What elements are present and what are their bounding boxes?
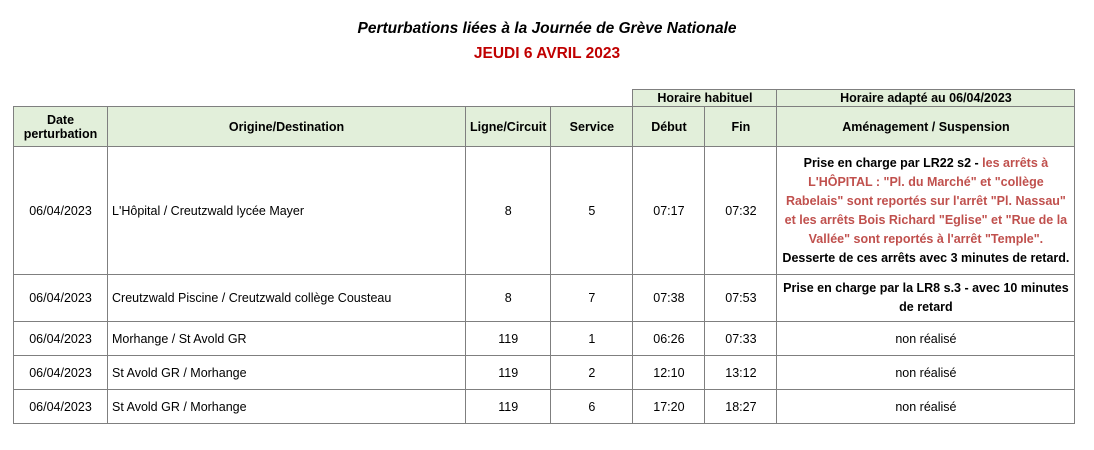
cell-end: 07:53 xyxy=(705,275,777,322)
col-header-service: Service xyxy=(551,107,633,147)
group-header-adapte: Horaire adapté au 06/04/2023 xyxy=(777,90,1075,107)
cell-line: 119 xyxy=(466,322,551,356)
table-row xyxy=(14,147,1075,275)
cell-line: 119 xyxy=(466,390,551,424)
cell-date: 06/04/2023 xyxy=(14,356,108,390)
cell-amenagement: non réalisé xyxy=(777,356,1075,390)
amenagement-tail-text: Desserte de ces arrêts avec 3 minutes de retard. xyxy=(782,250,1070,265)
amenagement-lead-text: Prise en charge par LR22 s2 - xyxy=(803,155,983,170)
col-header-end: Fin xyxy=(705,107,777,147)
cell-date: 06/04/2023 xyxy=(14,147,108,275)
col-header-amenagement: Aménagement / Suspension xyxy=(777,107,1075,147)
cell-service: 7 xyxy=(551,275,633,322)
cell-line: 119 xyxy=(466,356,551,390)
cell-line: 8 xyxy=(466,147,551,275)
page-title: Perturbations liées à la Journée de Grève Nationale xyxy=(357,20,737,37)
cell-end: 18:27 xyxy=(705,390,777,424)
cell-service: 1 xyxy=(551,322,633,356)
cell-start: 17:20 xyxy=(633,390,705,424)
table-row xyxy=(14,275,1075,322)
cell-amenagement: non réalisé xyxy=(777,322,1075,356)
cell-date: 06/04/2023 xyxy=(14,322,108,356)
table-row xyxy=(14,356,1075,390)
group-header-habituel: Horaire habituel xyxy=(633,90,777,107)
cell-end: 13:12 xyxy=(705,356,777,390)
disruptions-table xyxy=(13,89,1075,424)
col-header-date: Date perturbation xyxy=(14,107,108,147)
cell-route: Morhange / St Avold GR xyxy=(108,322,466,356)
cell-start: 07:17 xyxy=(633,147,705,275)
cell-start: 12:10 xyxy=(633,356,705,390)
blank-header-cell xyxy=(14,90,633,107)
page-subtitle-date: JEUDI 6 AVRIL 2023 xyxy=(473,45,621,62)
cell-line: 8 xyxy=(466,275,551,322)
cell-amenagement: Prise en charge par la LR8 s.3 - avec 10 minutes de retard xyxy=(777,275,1075,322)
col-header-start: Début xyxy=(633,107,705,147)
cell-route: St Avold GR / Morhange xyxy=(108,356,466,390)
table-row xyxy=(14,390,1075,424)
cell-route: St Avold GR / Morhange xyxy=(108,390,466,424)
cell-amenagement: non réalisé xyxy=(777,390,1075,424)
cell-start: 07:38 xyxy=(633,275,705,322)
cell-end: 07:32 xyxy=(705,147,777,275)
table-group-header-row xyxy=(14,90,1075,107)
cell-amenagement xyxy=(777,147,1075,275)
cell-service: 2 xyxy=(551,356,633,390)
table-header-row xyxy=(14,107,1075,147)
col-header-route: Origine/Destination xyxy=(108,107,466,147)
cell-end: 07:33 xyxy=(705,322,777,356)
table-row xyxy=(14,322,1075,356)
cell-service: 6 xyxy=(551,390,633,424)
cell-date: 06/04/2023 xyxy=(14,275,108,322)
cell-date: 06/04/2023 xyxy=(14,390,108,424)
cell-service: 5 xyxy=(551,147,633,275)
cell-route: Creutzwald Piscine / Creutzwald collège Cousteau xyxy=(108,275,466,322)
cell-start: 06:26 xyxy=(633,322,705,356)
cell-route: L'Hôpital / Creutzwald lycée Mayer xyxy=(108,147,466,275)
amenagement-highlight-text: les arrêts à L'HÔPITAL : "Pl. du Marché" et "collège Rabelais" sont reportés sur l'arrêt "Pl. Nassau" et les arrêts Bois Richard "Eglise" et "Rue de la Vallée" sont reportés à l'arrêt "Temple". xyxy=(784,155,1068,246)
col-header-line: Ligne/Circuit xyxy=(466,107,551,147)
